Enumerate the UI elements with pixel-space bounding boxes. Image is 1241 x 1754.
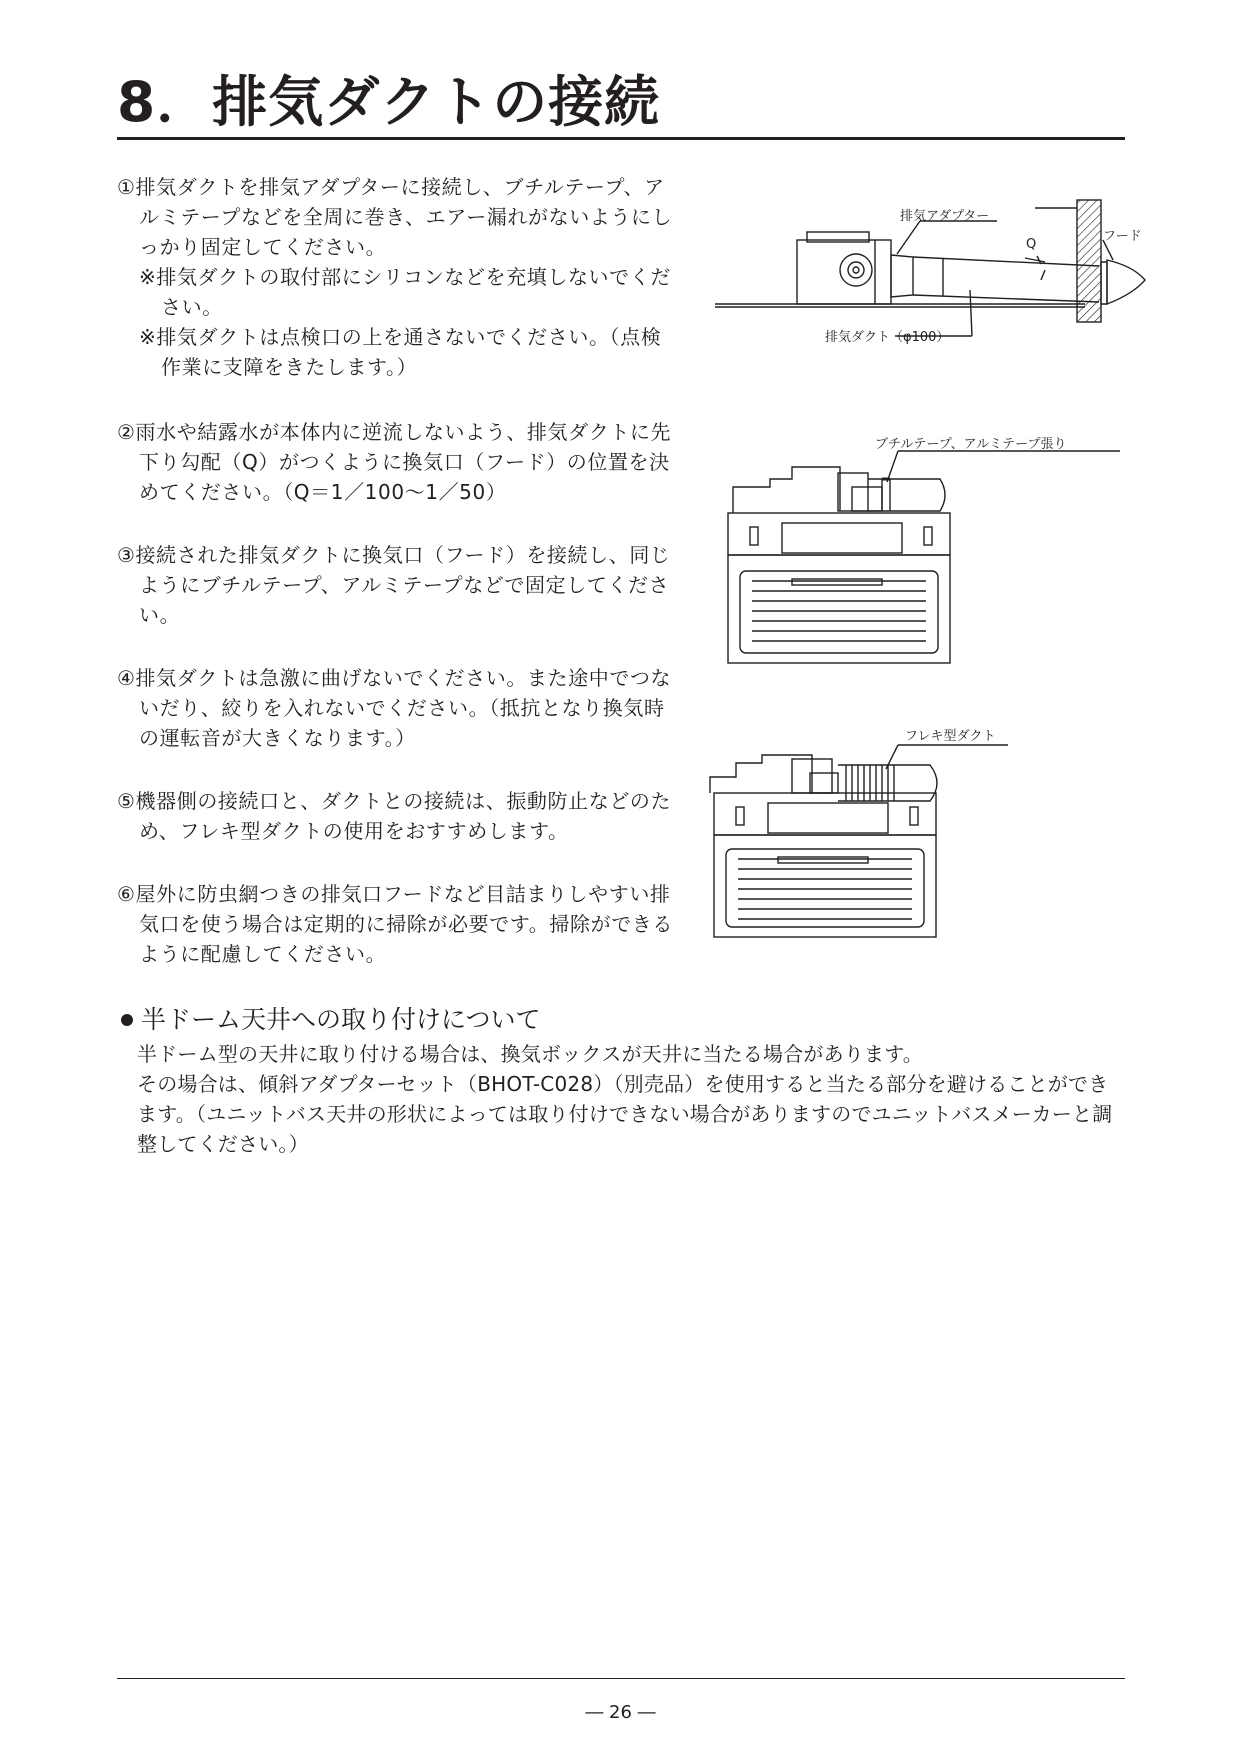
- section-paragraph-1: 半ドーム型の天井に取り付ける場合は、換気ボックスが天井に当たる場合があります。: [137, 1042, 923, 1066]
- step-4-text: ④排気ダクトは急激に曲げないでください。また途中でつないだり、絞りを入れないでください。（抵抗となり換気時の運転音が大きくなります。）: [117, 666, 672, 750]
- flex-duct-figure: [700, 725, 1120, 965]
- duct-slope-illustration: [715, 200, 1142, 360]
- half-dome-ceiling-section: [117, 1003, 1127, 1159]
- hood-label: フード: [1103, 229, 1142, 244]
- step-5-text: ⑤機器側の接続口と、ダクトとの接続は、振動防止などのため、フレキ型ダクトの使用をおすすめします。: [117, 789, 672, 843]
- page-title: 8．排気ダクトの接続: [117, 70, 661, 134]
- exhaust-duct-label: 排気ダクト（φ100）: [825, 330, 950, 345]
- tape-wrap-illustration: [700, 425, 1120, 675]
- step-6-text: ⑥屋外に防虫網つきの排気口フードなど目詰まりしやすい排気口を使う場合は定期的に掃除が必要です。掃除ができるように配慮してください。: [117, 882, 673, 966]
- flex-duct-illustration: [700, 725, 1120, 965]
- section-heading: [121, 1003, 1127, 1037]
- section-title: 半ドーム天井への取り付けについて: [141, 1005, 541, 1034]
- step-1-note-1: ※排気ダクトの取付部にシリコンなどを充填しないでください。: [139, 265, 671, 319]
- footer-rule: [117, 1678, 1125, 1679]
- tape-label: ブチルテープ、アルミテープ張り: [875, 437, 1067, 452]
- step-2-text: ②雨水や結露水が本体内に逆流しないよう、排気ダクトに先下り勾配（Q）がつくように換気口（フード）の位置を決めてください。（Q＝1／100～1／50）: [117, 420, 672, 504]
- step-5: [117, 786, 677, 846]
- exhaust-adapter-label: 排気アダプター: [900, 209, 990, 224]
- step-3: [117, 540, 677, 630]
- tape-wrap-figure: [700, 425, 1120, 675]
- step-4: [117, 663, 677, 753]
- flex-duct-label: フレキ型ダクト: [905, 729, 996, 744]
- title-underline: [117, 137, 1125, 140]
- section-paragraph-2: その場合は、傾斜アダプターセット（BHOT-C028）（別売品）を使用すると当たる部分を避けることができます。（ユニットバス天井の形状によっては取り付けできない場合がありますのでユニットバスメーカーと調整してください。）: [137, 1072, 1113, 1156]
- instruction-list: [117, 172, 677, 969]
- step-1-note-2: ※排気ダクトは点検口の上を通さないでください。（点検作業に支障をきたします。）: [139, 325, 662, 379]
- step-6: [117, 879, 677, 969]
- step-1: [117, 172, 677, 382]
- page-number: ― 26 ―: [585, 1702, 656, 1723]
- step-2: [117, 417, 677, 507]
- step-3-text: ③接続された排気ダクトに換気口（フード）を接続し、同じようにブチルテープ、アルミテープなどで固定してください。: [117, 543, 671, 627]
- duct-slope-figure: [715, 200, 1142, 360]
- step-1-text: ①排気ダクトを排気アダプターに接続し、ブチルテープ、アルミテープなどを全周に巻き、エアー漏れがないようにしっかり固定してください。: [117, 175, 673, 259]
- slope-q-label: Q: [1026, 237, 1037, 252]
- bullet-icon: [121, 1014, 133, 1026]
